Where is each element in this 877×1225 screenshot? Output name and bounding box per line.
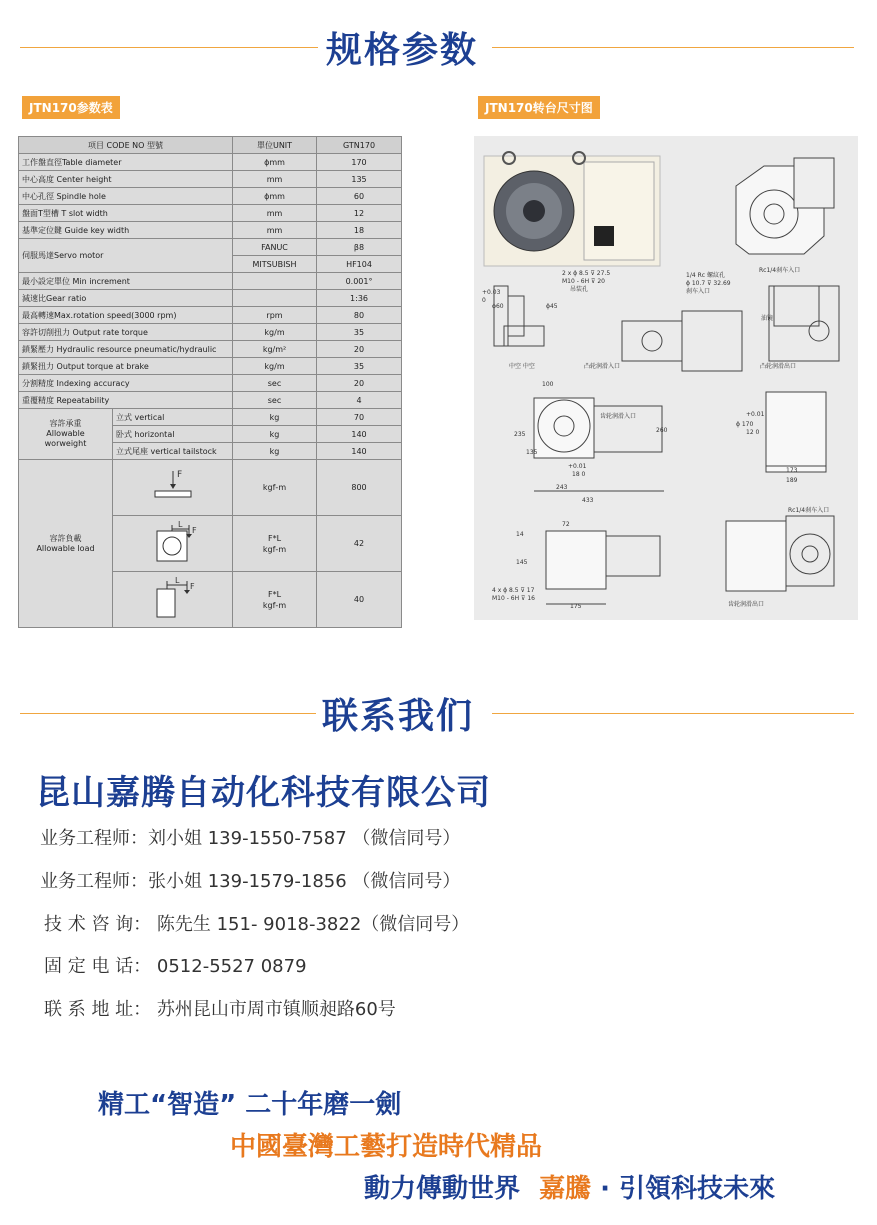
dim-45: ϕ45 bbox=[546, 303, 558, 310]
contact-line: 技 术 咨 询： 陈先生 151‑ 9018‑3822（微信同号） bbox=[44, 914, 470, 935]
row-unit: mm bbox=[233, 171, 317, 188]
slogan-line-3c: · 引領科技未來 bbox=[600, 1174, 776, 1204]
row-unit: kg bbox=[233, 426, 317, 443]
moment-load-icon bbox=[143, 521, 203, 565]
title-rule-left bbox=[20, 47, 318, 48]
dim-12: 12 0 bbox=[746, 429, 760, 436]
table-row bbox=[19, 341, 402, 358]
row-label: 基準定位鍵 Guide key width bbox=[19, 222, 233, 239]
row-value: 0.001° bbox=[317, 273, 402, 290]
row-value: 135 bbox=[317, 171, 402, 188]
iso-view bbox=[736, 158, 834, 254]
weight-label-en2: worweight bbox=[44, 439, 87, 448]
row-unit: kg bbox=[233, 409, 317, 426]
dimension-drawing bbox=[474, 136, 858, 620]
side-load-icon bbox=[143, 577, 203, 621]
row-label: 重覆精度 Repeatability bbox=[19, 392, 233, 409]
row-label: 中心高度 Center height bbox=[19, 171, 233, 188]
row-label: 容許切削扭力 Output rate torque bbox=[19, 324, 233, 341]
title-rule-left bbox=[20, 713, 316, 714]
load-diagram-vertical bbox=[113, 460, 233, 516]
force-label: F bbox=[176, 469, 182, 480]
table-row bbox=[19, 188, 402, 205]
load-diagram-moment bbox=[113, 516, 233, 572]
oil-label: 油镜 bbox=[761, 315, 774, 322]
gear-in-label: 齿轮润滑入口 bbox=[600, 413, 637, 420]
table-row bbox=[19, 239, 402, 256]
dimension-drawing-panel bbox=[474, 136, 858, 620]
row-value: 60 bbox=[317, 188, 402, 205]
table-row bbox=[19, 324, 402, 341]
row-value: 35 bbox=[317, 324, 402, 341]
slogan-line-2: 中國臺灣工藝打造時代精品 bbox=[230, 1132, 543, 1162]
row-value: 140 bbox=[317, 443, 402, 460]
dim-235: 235 bbox=[514, 431, 526, 438]
rc2-label: Rc1/4刹车入口 bbox=[788, 507, 830, 514]
servo-value: β8 bbox=[317, 239, 402, 256]
row-value: 70 bbox=[317, 409, 402, 426]
row-unit bbox=[233, 290, 317, 307]
table-row bbox=[19, 460, 402, 516]
side-view bbox=[494, 286, 544, 346]
row-label: 工作盤直徑Table diameter bbox=[19, 154, 233, 171]
row-label: 鎖緊扭力 Output torque at brake bbox=[19, 358, 233, 375]
row-label: 減速比Gear ratio bbox=[19, 290, 233, 307]
load-label-cn: 容許負載 bbox=[49, 533, 82, 543]
dim-189: 189 bbox=[786, 477, 798, 484]
table-row bbox=[19, 307, 402, 324]
dim-145: 145 bbox=[516, 559, 528, 566]
thread2-label: M10 ‑ 6H ⊽ 16 bbox=[492, 595, 535, 602]
row-unit: ϕmm bbox=[233, 154, 317, 171]
dim-tol-b: 0 bbox=[482, 297, 486, 304]
table-row bbox=[19, 171, 402, 188]
row-unit: rpm bbox=[233, 307, 317, 324]
pt3-label: 刹车入口 bbox=[686, 288, 711, 295]
drawing-tag: JTN170转台尺寸图 bbox=[478, 96, 600, 119]
row-value: 40 bbox=[317, 572, 402, 628]
dim-170: ϕ 170 bbox=[736, 421, 754, 428]
holes-label: 2 x ϕ 8.5 ⊽ 27.5 bbox=[562, 270, 611, 277]
row-label: 中心孔徑 Spindle hole bbox=[19, 188, 233, 205]
end-view bbox=[766, 392, 826, 472]
row-value: 20 bbox=[317, 341, 402, 358]
spec-section-title: 规格参数 bbox=[326, 30, 479, 71]
dim-243: 243 bbox=[556, 484, 568, 491]
dim-260: 260 bbox=[656, 427, 668, 434]
table-row bbox=[19, 154, 402, 171]
mount-label: 吊装孔 bbox=[570, 286, 589, 293]
row-unit: kg/m bbox=[233, 324, 317, 341]
oil-in-label: 凸轮润滑入口 bbox=[584, 363, 621, 370]
table-row bbox=[19, 409, 402, 426]
table-row bbox=[19, 273, 402, 290]
row-unit: mm bbox=[233, 205, 317, 222]
dim-175: 175 bbox=[570, 603, 582, 610]
contact-line: 固 定 电 话： 0512‑5527 0879 bbox=[44, 956, 307, 977]
header-item: 项目 CODE NO 型號 bbox=[19, 137, 233, 154]
slogan-line-1: 精工“智造” 二十年磨一劍 bbox=[98, 1090, 402, 1120]
weight-sub-label: 立式 vertical bbox=[113, 409, 233, 426]
company-name: 昆山嘉腾自动化科技有限公司 bbox=[36, 773, 491, 813]
load-unit bbox=[233, 460, 317, 516]
row-unit: sec bbox=[233, 392, 317, 409]
row-unit: sec bbox=[233, 375, 317, 392]
length-label: L bbox=[177, 520, 182, 529]
table-row bbox=[19, 392, 402, 409]
holes2-label: 4 x ϕ 8.5 ⊽ 17 bbox=[492, 587, 535, 594]
slogan-line-3 bbox=[364, 1168, 775, 1205]
table-row bbox=[19, 290, 402, 307]
row-value: 80 bbox=[317, 307, 402, 324]
length-label: L bbox=[174, 576, 179, 585]
load-label-en: Allowable load bbox=[36, 543, 95, 553]
load-diagram-side bbox=[113, 572, 233, 628]
bottom-end-view bbox=[726, 516, 834, 591]
dim-173: 173 bbox=[786, 467, 798, 474]
dim-tol-a: +0.03 bbox=[482, 289, 501, 296]
servo-label: 伺服馬達Servo motor bbox=[19, 239, 233, 273]
title-rule-right bbox=[492, 47, 854, 48]
servo-option: MITSUBISH bbox=[233, 256, 317, 273]
product-photo bbox=[484, 152, 660, 266]
row-value: 140 bbox=[317, 426, 402, 443]
contact-line: 业务工程师：刘小姐 139‑1550‑7587 （微信同号） bbox=[40, 828, 461, 849]
row-unit: kg/m bbox=[233, 358, 317, 375]
dim-18: 18 0 bbox=[572, 471, 586, 478]
contact-line: 联 系 地 址： 苏州昆山市周市镇顺昶路60号 bbox=[44, 999, 396, 1020]
pt2-label: ϕ 10.7 ⊽ 32.69 bbox=[686, 280, 731, 287]
thread-label: M10 ‑ 6H ⊽ 20 bbox=[562, 278, 605, 285]
allowable-weight-label bbox=[19, 409, 113, 460]
row-value: 12 bbox=[317, 205, 402, 222]
row-label: 盤面T型槽 T slot width bbox=[19, 205, 233, 222]
load-unit bbox=[233, 572, 317, 628]
rc-label: Rc1/4刹车入口 bbox=[759, 267, 801, 274]
bottom-front-view bbox=[546, 531, 660, 604]
slogan-line-3b: 嘉騰 bbox=[539, 1174, 592, 1204]
oil-out-label: 凸轮润滑出口 bbox=[760, 363, 797, 370]
slogan-line-3a: 動力傳動世界 bbox=[364, 1174, 521, 1204]
load-unit-fl: F*L bbox=[267, 589, 282, 599]
allowable-load-label bbox=[19, 460, 113, 628]
load-unit-fl: F*L bbox=[267, 533, 282, 543]
right-view bbox=[769, 286, 839, 361]
dim-433: 433 bbox=[582, 497, 594, 504]
dim-100: 100 bbox=[542, 381, 554, 388]
table-row bbox=[19, 375, 402, 392]
row-label: 分割精度 Indexing accuracy bbox=[19, 375, 233, 392]
force-label: F bbox=[191, 525, 197, 535]
row-value: 800 bbox=[317, 460, 402, 516]
title-rule-right bbox=[492, 713, 854, 714]
load-unit-text: kgf‑m bbox=[262, 483, 287, 492]
dim-tol: +0.01 bbox=[568, 463, 587, 470]
dim-72: 72 bbox=[562, 521, 570, 528]
row-label: 最高轉速Max.rotation speed(3000 rpm) bbox=[19, 307, 233, 324]
load-unit-text: kgf‑m bbox=[262, 544, 287, 554]
pt-label: 1/4 Rc 螺紋孔 bbox=[686, 272, 725, 279]
spec-table bbox=[18, 136, 402, 628]
table-row bbox=[19, 222, 402, 239]
dim-tol-c: +0.01 bbox=[746, 411, 765, 418]
row-unit: ϕmm bbox=[233, 188, 317, 205]
header-unit: 單位UNIT bbox=[233, 137, 317, 154]
header-model: GTN170 bbox=[317, 137, 402, 154]
dim-60: ϕ60 bbox=[492, 303, 504, 310]
weight-label-en1: Allowable bbox=[46, 429, 85, 438]
dim-135: 135 bbox=[526, 449, 538, 456]
table-row bbox=[19, 205, 402, 222]
row-value: 4 bbox=[317, 392, 402, 409]
servo-value: HF104 bbox=[317, 256, 402, 273]
row-value: 170 bbox=[317, 154, 402, 171]
contact-section-title: 联系我们 bbox=[322, 696, 475, 737]
param-table-tag: JTN170参数表 bbox=[22, 96, 120, 119]
row-value: 20 bbox=[317, 375, 402, 392]
top-view bbox=[534, 398, 664, 491]
table-header-row bbox=[19, 137, 402, 154]
contact-line: 业务工程师：张小姐 139‑1579‑1856 （微信同号） bbox=[40, 871, 461, 892]
row-unit: kg bbox=[233, 443, 317, 460]
servo-option: FANUC bbox=[233, 239, 317, 256]
weight-sub-label: 立式尾座 vertical tailstock bbox=[113, 443, 233, 460]
row-unit: mm bbox=[233, 222, 317, 239]
row-value: 42 bbox=[317, 516, 402, 572]
center-label: 中空 中空 bbox=[509, 363, 535, 370]
weight-label-cn: 容許承重 bbox=[49, 419, 82, 428]
front-view bbox=[622, 311, 742, 371]
row-label: 鎖緊壓力 Hydraulic resource pneumatic/hydraulic bbox=[19, 341, 233, 358]
load-unit bbox=[233, 516, 317, 572]
dim-14: 14 bbox=[516, 531, 524, 538]
load-unit-text: kgf‑m bbox=[262, 600, 287, 610]
row-label: 最小設定單位 Min increment bbox=[19, 273, 233, 290]
row-value: 35 bbox=[317, 358, 402, 375]
row-unit: kg/m² bbox=[233, 341, 317, 358]
force-label: F bbox=[189, 581, 195, 591]
gear-out-label: 齿轮润滑出口 bbox=[728, 601, 765, 608]
row-value: 18 bbox=[317, 222, 402, 239]
vertical-load-icon bbox=[143, 467, 203, 507]
weight-sub-label: 卧式 horizontal bbox=[113, 426, 233, 443]
table-row bbox=[19, 358, 402, 375]
row-value: 1:36 bbox=[317, 290, 402, 307]
row-unit bbox=[233, 273, 317, 290]
